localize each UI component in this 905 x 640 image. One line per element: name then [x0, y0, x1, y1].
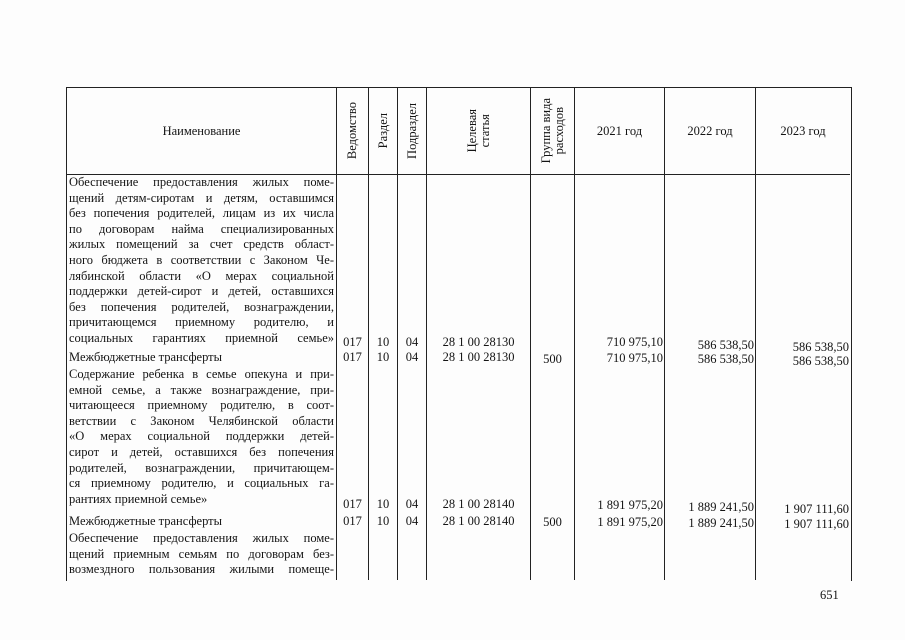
- row-name-line: возмездного пользования жилыми помеще-: [69, 562, 334, 577]
- cell-celevaya: 28 1 00 28140: [442, 514, 515, 528]
- row-name-line: родителей, вознаграждении, причитающем-: [69, 460, 334, 475]
- cell-razdel: 10: [376, 350, 390, 364]
- row-name: [69, 367, 334, 507]
- cell-podrazdel: 04: [405, 497, 419, 511]
- cell-gruppa: 500: [543, 515, 562, 529]
- header-gruppa-line1: Группа вида: [538, 97, 553, 164]
- cell-razdel: 10: [376, 514, 390, 528]
- header-gruppa-line2: расходов: [551, 106, 566, 155]
- header-2021: [575, 87, 664, 174]
- cell-podrazdel: 04: [405, 350, 419, 364]
- row-name-line: Обеспечение предоставления жилых поме-: [69, 531, 334, 545]
- header-celevaya: [427, 87, 530, 174]
- cell-2021: 710 975,10: [606, 335, 663, 349]
- cell-2021: 710 975,10: [606, 351, 663, 365]
- row-name: [69, 175, 334, 347]
- row-name-line: ся приемному родителю, и социальных га-: [69, 476, 334, 491]
- cell-2022: 586 538,50: [697, 338, 754, 352]
- row-name-line: Содержание ребенка в семье опекуна и при-: [69, 367, 334, 381]
- row-name-line: социальных гарантиях приемной семье»: [69, 330, 334, 345]
- header-2022: [665, 87, 755, 174]
- cell-podrazdel: 04: [405, 514, 419, 528]
- header-podrazdel-text: Подраздел: [404, 102, 419, 159]
- row-name-line: без попечения родителей, лицам из их числа: [69, 206, 334, 221]
- cell-2021: 1 891 975,20: [597, 515, 663, 529]
- cell-vedomstvo: 017: [343, 497, 362, 511]
- header-podrazdel: [398, 87, 426, 174]
- header-razdel: [369, 87, 397, 174]
- cell-2021: 1 891 975,20: [597, 498, 663, 512]
- page-number: 651: [820, 588, 839, 602]
- header-celevaya-line2: статья: [477, 113, 492, 148]
- header-name: [67, 87, 336, 174]
- cell-razdel: 10: [376, 335, 390, 349]
- cell-2023: 1 907 111,60: [784, 502, 849, 516]
- header-2023-text: 2023 год: [780, 123, 826, 138]
- header-celevaya-text: [466, 109, 492, 152]
- row-name-line: Обеспечение предоставления жилых поме-: [69, 175, 334, 189]
- cell-razdel: 10: [376, 497, 390, 511]
- header-name-text: Наименование: [162, 123, 241, 138]
- cell-vedomstvo: 017: [343, 514, 362, 528]
- cell-2023: 586 538,50: [792, 354, 849, 368]
- cell-2023: 586 538,50: [792, 340, 849, 354]
- cell-celevaya: 28 1 00 28130: [442, 350, 515, 364]
- row-name: [69, 350, 334, 366]
- row-name: [69, 514, 334, 530]
- header-vedomstvo: [337, 87, 368, 174]
- row-name-line: сирот и детей, оставшихся без попечения: [69, 444, 334, 459]
- row-name-line: жилых помещений за счет средств област-: [69, 237, 334, 252]
- header-2023: [756, 87, 850, 174]
- cell-celevaya: 28 1 00 28130: [442, 335, 515, 349]
- header-vedomstvo-text: Ведомство: [345, 101, 359, 160]
- cell-celevaya: 28 1 00 28140: [442, 497, 515, 511]
- row-name-line: по договорам найма специализированных: [69, 221, 334, 236]
- cell-2023: 1 907 111,60: [784, 517, 849, 531]
- header-2022-text: 2022 год: [687, 123, 733, 138]
- cell-podrazdel: 04: [405, 335, 419, 349]
- header-gruppa-text: [540, 98, 566, 163]
- header-razdel-text: Раздел: [375, 112, 390, 149]
- header-celevaya-line1: Целевая: [464, 108, 479, 153]
- cell-2022: 1 889 241,50: [688, 516, 754, 530]
- row-name-line: ного бюджета в соответствии с Законом Че-: [69, 252, 334, 267]
- row-name-line: поддержки детей-сирот и детей, оставшихся: [69, 284, 334, 299]
- row-name-line: щений детям-сиротам и детям, оставшимся: [69, 190, 334, 205]
- row-name-line: лябинской области «О мерах социальной: [69, 268, 334, 283]
- row-name-line: без попечения родителей, вознаграждении,: [69, 299, 334, 314]
- row-name-line: Межбюджетные трансферты: [69, 350, 223, 364]
- row-name-line: «О мерах социальной поддержки детей-: [69, 429, 334, 444]
- cell-2022: 1 889 241,50: [688, 500, 754, 514]
- cell-vedomstvo: 017: [343, 350, 362, 364]
- cell-vedomstvo: 017: [343, 335, 362, 349]
- cell-2022: 586 538,50: [697, 352, 754, 366]
- row-name-line: причитающемся приемному родителю, и: [69, 315, 334, 330]
- row-name-line: щений приемным семьям по договорам без-: [69, 546, 334, 561]
- row-name-line: емной семье, а также вознаграждение, при-: [69, 382, 334, 397]
- header-gruppa: [531, 87, 574, 174]
- row-name: [69, 531, 334, 578]
- row-name-line: Межбюджетные трансферты: [69, 514, 223, 528]
- cell-gruppa: 500: [543, 352, 562, 366]
- row-name-line: рантиях приемной семье»: [69, 491, 208, 506]
- row-name-line: читающееся приемному родителю, в соот-: [69, 398, 334, 413]
- header-2021-text: 2021 год: [596, 123, 643, 138]
- row-name-line: ветствии с Законом Челябинской области: [69, 413, 334, 428]
